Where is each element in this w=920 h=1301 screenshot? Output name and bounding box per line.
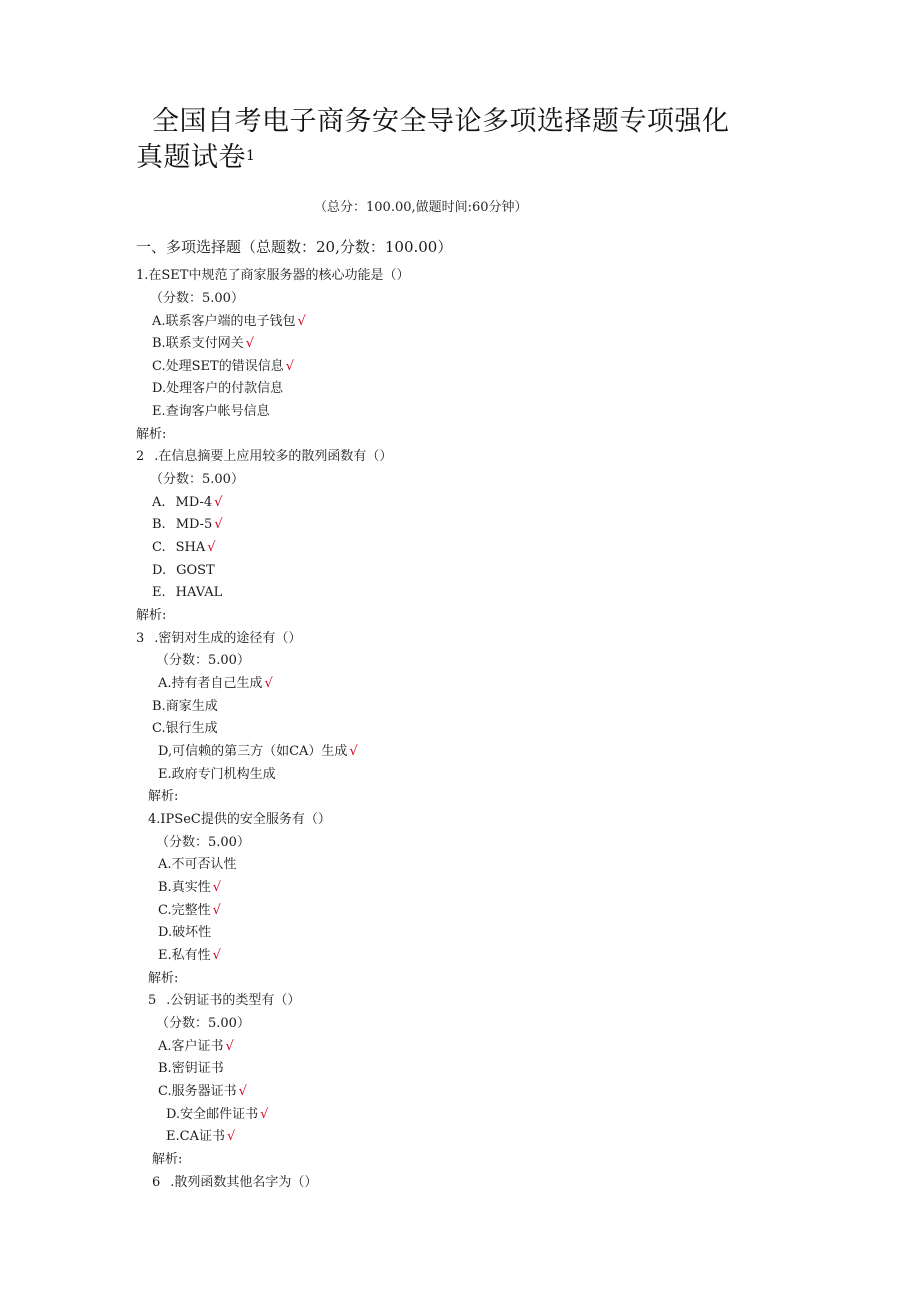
question-3-option-a[interactable]: A.持有者自己生成 √: [158, 676, 273, 691]
question-3-stem: 3 .密钥对生成的途径有（）: [136, 631, 302, 646]
correct-check-icon: √: [297, 314, 306, 329]
question-5-option-b[interactable]: B.密钥证书: [158, 1061, 224, 1076]
question-1-option-b[interactable]: B.联系支付网关 √: [152, 336, 254, 351]
correct-check-icon: √: [214, 517, 223, 532]
question-2-option-b[interactable]: B. MD-5 √: [152, 517, 223, 532]
question-1-option-d[interactable]: D.处理客户的付款信息: [152, 381, 284, 396]
correct-check-icon: √: [214, 495, 223, 510]
question-1-option-a[interactable]: A.联系客户端的电子钱包 √: [152, 314, 306, 329]
question-4-option-a[interactable]: A.不可否认性: [158, 857, 237, 872]
question-2-option-d[interactable]: D. GOST: [152, 563, 215, 578]
question-2-option-a[interactable]: A. MD-4 √: [152, 495, 223, 510]
question-5-option-c[interactable]: C.服务器证书 √: [158, 1084, 247, 1099]
title-footnote-mark: 1: [246, 148, 256, 164]
question-3-analysis: 解析:: [148, 789, 179, 804]
correct-check-icon: √: [212, 880, 221, 895]
question-1-analysis: 解析:: [136, 427, 167, 442]
question-4-option-b[interactable]: B.真实性 √: [158, 880, 221, 895]
question-1-option-e[interactable]: E.查询客户帐号信息: [152, 404, 270, 419]
question-5-stem: 5 .公钥证书的类型有（）: [148, 993, 301, 1008]
question-4-option-d[interactable]: D.破坏性: [158, 925, 212, 940]
question-5-score: （分数：5.00）: [156, 1016, 250, 1031]
correct-check-icon: √: [349, 744, 358, 759]
question-2-option-c[interactable]: C. SHA √: [152, 540, 216, 555]
question-4-option-e[interactable]: E.私有性 √: [158, 948, 221, 963]
correct-check-icon: √: [264, 676, 273, 691]
correct-check-icon: √: [285, 359, 294, 374]
question-2-option-e[interactable]: E. HAVAL: [152, 585, 223, 600]
correct-check-icon: √: [226, 1129, 236, 1144]
question-5-option-d[interactable]: D.安全邮件证书 √: [166, 1107, 269, 1122]
question-2-score: （分数：5.00）: [150, 472, 244, 487]
question-2-analysis: 解析:: [136, 608, 167, 623]
question-3-option-b[interactable]: B.商家生成: [152, 699, 218, 714]
question-3-option-e[interactable]: E.政府专门机构生成: [158, 767, 276, 782]
correct-check-icon: √: [245, 336, 254, 351]
question-6-stem: 6 .散列函数其他名字为（）: [152, 1175, 318, 1190]
correct-check-icon: √: [260, 1107, 269, 1122]
question-5-option-a[interactable]: A.客户证书 √: [158, 1039, 234, 1054]
exam-meta: （总分：100.00,做题时间:60分钟）: [314, 200, 528, 215]
section-heading: 一、多项选择题（总题数：20,分数：100.00）: [136, 238, 453, 256]
question-1-stem: 1.在SET中规范了商家服务器的核心功能是（）: [136, 268, 410, 283]
question-1-option-c[interactable]: C.处理SET的错误信息 √: [152, 359, 294, 374]
correct-check-icon: √: [212, 948, 221, 963]
correct-check-icon: √: [207, 540, 216, 555]
question-4-option-c[interactable]: C.完整性 √: [158, 903, 221, 918]
question-3-option-c[interactable]: C.银行生成: [152, 721, 218, 736]
question-2-stem: 2 .在信息摘要上应用较多的散列函数有（）: [136, 449, 393, 464]
question-5-option-e[interactable]: E.CA证书 √: [166, 1129, 236, 1144]
question-3-score: （分数：5.00）: [156, 653, 250, 668]
correct-check-icon: √: [212, 903, 221, 918]
question-1-score: （分数：5.00）: [150, 291, 244, 306]
correct-check-icon: √: [238, 1084, 247, 1099]
correct-check-icon: √: [225, 1039, 234, 1054]
question-4-analysis: 解析:: [148, 971, 179, 986]
question-4-score: （分数：5.00）: [156, 835, 250, 850]
question-5-analysis: 解析:: [152, 1152, 183, 1167]
question-4-stem: 4.IPSeC提供的安全服务有（）: [148, 812, 331, 827]
question-3-option-d[interactable]: D,可信赖的第三方（如CA）生成 √: [158, 744, 358, 759]
document-title: 全国自考电子商务安全导论多项选择题专项强化真题试卷$^1$: [136, 106, 730, 173]
